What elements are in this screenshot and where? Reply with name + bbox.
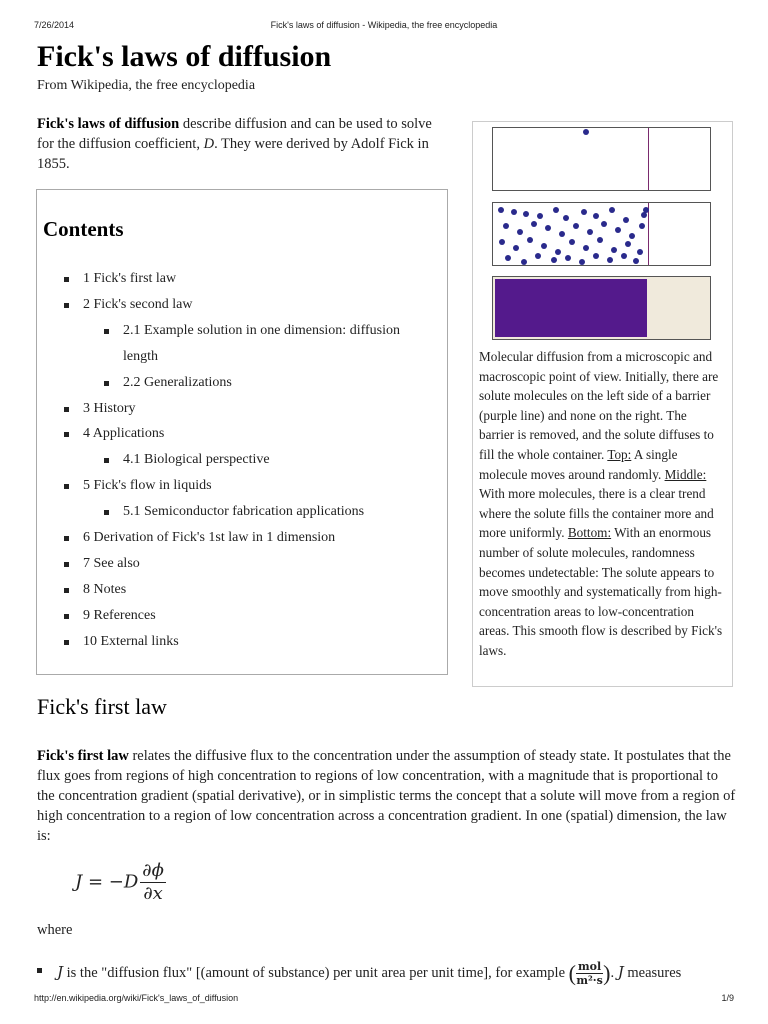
toc-item[interactable]: 5 Fick's flow in liquids [63,473,433,499]
molecule [563,215,569,221]
molecule [625,241,631,247]
bullet-variable: J [57,962,64,981]
molecule [498,207,504,213]
formula-fraction [140,860,166,905]
molecule [633,258,639,264]
table-of-contents [36,189,448,675]
formula-lhs: J = −D [75,871,139,893]
first-law-paragraph [37,746,737,846]
molecule [583,129,589,135]
molecule [583,245,589,251]
unit-fraction [576,960,603,987]
molecule [545,225,551,231]
molecule [555,249,561,255]
toc-item[interactable]: 2.1 Example solution in one dimension: diffusion length [63,318,433,370]
panel-single-molecule [492,127,711,191]
lead-paragraph [37,114,447,174]
lead-end: . They were derived by Adolf Fick in 1855. [37,136,429,172]
molecule [601,221,607,227]
molecule [537,213,543,219]
molecule [553,207,559,213]
unit-denominator: m²·s [576,974,603,987]
toc-item[interactable]: 3 History [63,396,433,422]
molecule [523,211,529,217]
caption-middle-text: With more molecules, there is a clear trend where the solute fills the container more and more uniformly. [479,486,714,541]
bullet-variable-2: J [617,962,624,981]
first-law-text: relates the diffusive flux to the concentration under the assumption of steady state. It postulates that the flux goes from regions of high concentration to regions of low concentration, with a magnitude that is proportional to the concentration gradient (spatial derivative), or in simplistic terms the concept that a solute will move from a region of high concentration to a region of low concentration across a concentration gradient. In one (spatial) dimension, the law is: [37,748,736,844]
caption-top-label: Top: [607,446,632,462]
molecule [573,223,579,229]
lead-variable: D [203,136,215,152]
molecule [621,253,627,259]
page-title: Fick's laws of diffusion [37,40,332,73]
molecule [607,257,613,263]
molecule [531,221,537,227]
molecule [579,259,585,265]
molecule [609,207,615,213]
definition-bullet: J is the "diffusion flux" [(amount of substance) per unit area per unit time], for example ( mol m²·s ). J measures [57,960,747,987]
toc-item[interactable]: 10 External links [63,629,433,655]
toc-heading: Contents [43,217,124,241]
molecule [611,247,617,253]
panel-macroscopic [492,276,711,340]
molecule [597,237,603,243]
diffusion-figure [472,121,733,687]
toc-list [63,266,433,655]
molecule [639,223,645,229]
toc-item[interactable]: 2 Fick's second law [63,292,433,318]
where-label: where [37,922,73,938]
toc-item[interactable]: 9 References [63,603,433,629]
molecule [623,217,629,223]
molecule [517,229,523,235]
print-url: http://en.wikipedia.org/wiki/Fick's_laws_of_diffusion [34,993,239,1003]
caption-top-text: A single molecule moves around randomly. [479,446,678,482]
molecule [569,239,575,245]
toc-item[interactable]: 7 See also [63,551,433,577]
molecule [521,259,527,265]
panel-many-molecules [492,202,711,266]
formula-numerator: ∂ϕ [142,860,164,881]
figure-caption [479,347,723,661]
molecule [593,213,599,219]
molecule [513,245,519,251]
toc-item[interactable]: 5.1 Semiconductor fabrication applications [63,499,433,525]
tagline: From Wikipedia, the free encyclopedia [37,78,256,93]
bullet-end: measures [623,964,682,981]
molecule [527,237,533,243]
molecule [499,239,505,245]
caption-middle-label: Middle: [664,466,707,482]
unit-numerator: mol [577,960,602,973]
print-title: Fick's laws of diffusion - Wikipedia, the free encyclopedia [270,20,498,30]
molecule [505,255,511,261]
page-number: 1/9 [721,993,734,1003]
toc-item[interactable]: 4.1 Biological perspective [63,447,433,473]
molecule [535,253,541,259]
barrier-line [648,128,649,190]
bullet-tail: . [610,964,618,981]
formula-denominator: ∂x [143,883,163,904]
solute-concentration [495,279,647,337]
caption-bottom-text: With an enormous number of solute molecules, randomness becomes undetectable: The solute appears to move smoothly and systematically from high-concentration areas to low-concentration areas. This smooth flow is described by Fick's laws. [479,525,723,658]
first-law-bold: Fick's first law [37,748,129,764]
molecule [559,231,565,237]
molecule [551,257,557,263]
toc-item[interactable]: 6 Derivation of Fick's 1st law in 1 dimension [63,525,433,551]
toc-item[interactable]: 2.2 Generalizations [63,370,433,396]
first-law-formula [75,860,166,906]
bullet-text: is the "diffusion flux" [(amount of substance) per unit area per unit time], for example [63,964,569,981]
molecule [511,209,517,215]
molecule [581,209,587,215]
caption-bottom-label: Bottom: [567,525,612,541]
lead-bold: Fick's laws of diffusion [37,116,180,132]
section-heading-first-law: Fick's first law [37,694,167,719]
toc-item[interactable]: 1 Fick's first law [63,266,433,292]
toc-item[interactable]: 8 Notes [63,577,433,603]
print-date: 7/26/2014 [34,20,75,30]
barrier-line [648,203,649,265]
molecule [503,223,509,229]
molecule [643,207,649,213]
molecule [637,249,643,255]
molecule [615,227,621,233]
molecule [565,255,571,261]
toc-item[interactable]: 4 Applications [63,421,433,447]
molecule [587,229,593,235]
caption-intro: Molecular diffusion from a microscopic and macroscopic point of view. Initially, there are solute molecules on the left side of a barrier (purple line) and none on the right. The barrier is removed, and the solute diffuses to fill the whole container. [479,349,719,462]
lead-text: describe diffusion and can be used to solve for the diffusion coefficient, [37,116,432,152]
molecule [593,253,599,259]
molecule [541,243,547,249]
molecule [629,233,635,239]
